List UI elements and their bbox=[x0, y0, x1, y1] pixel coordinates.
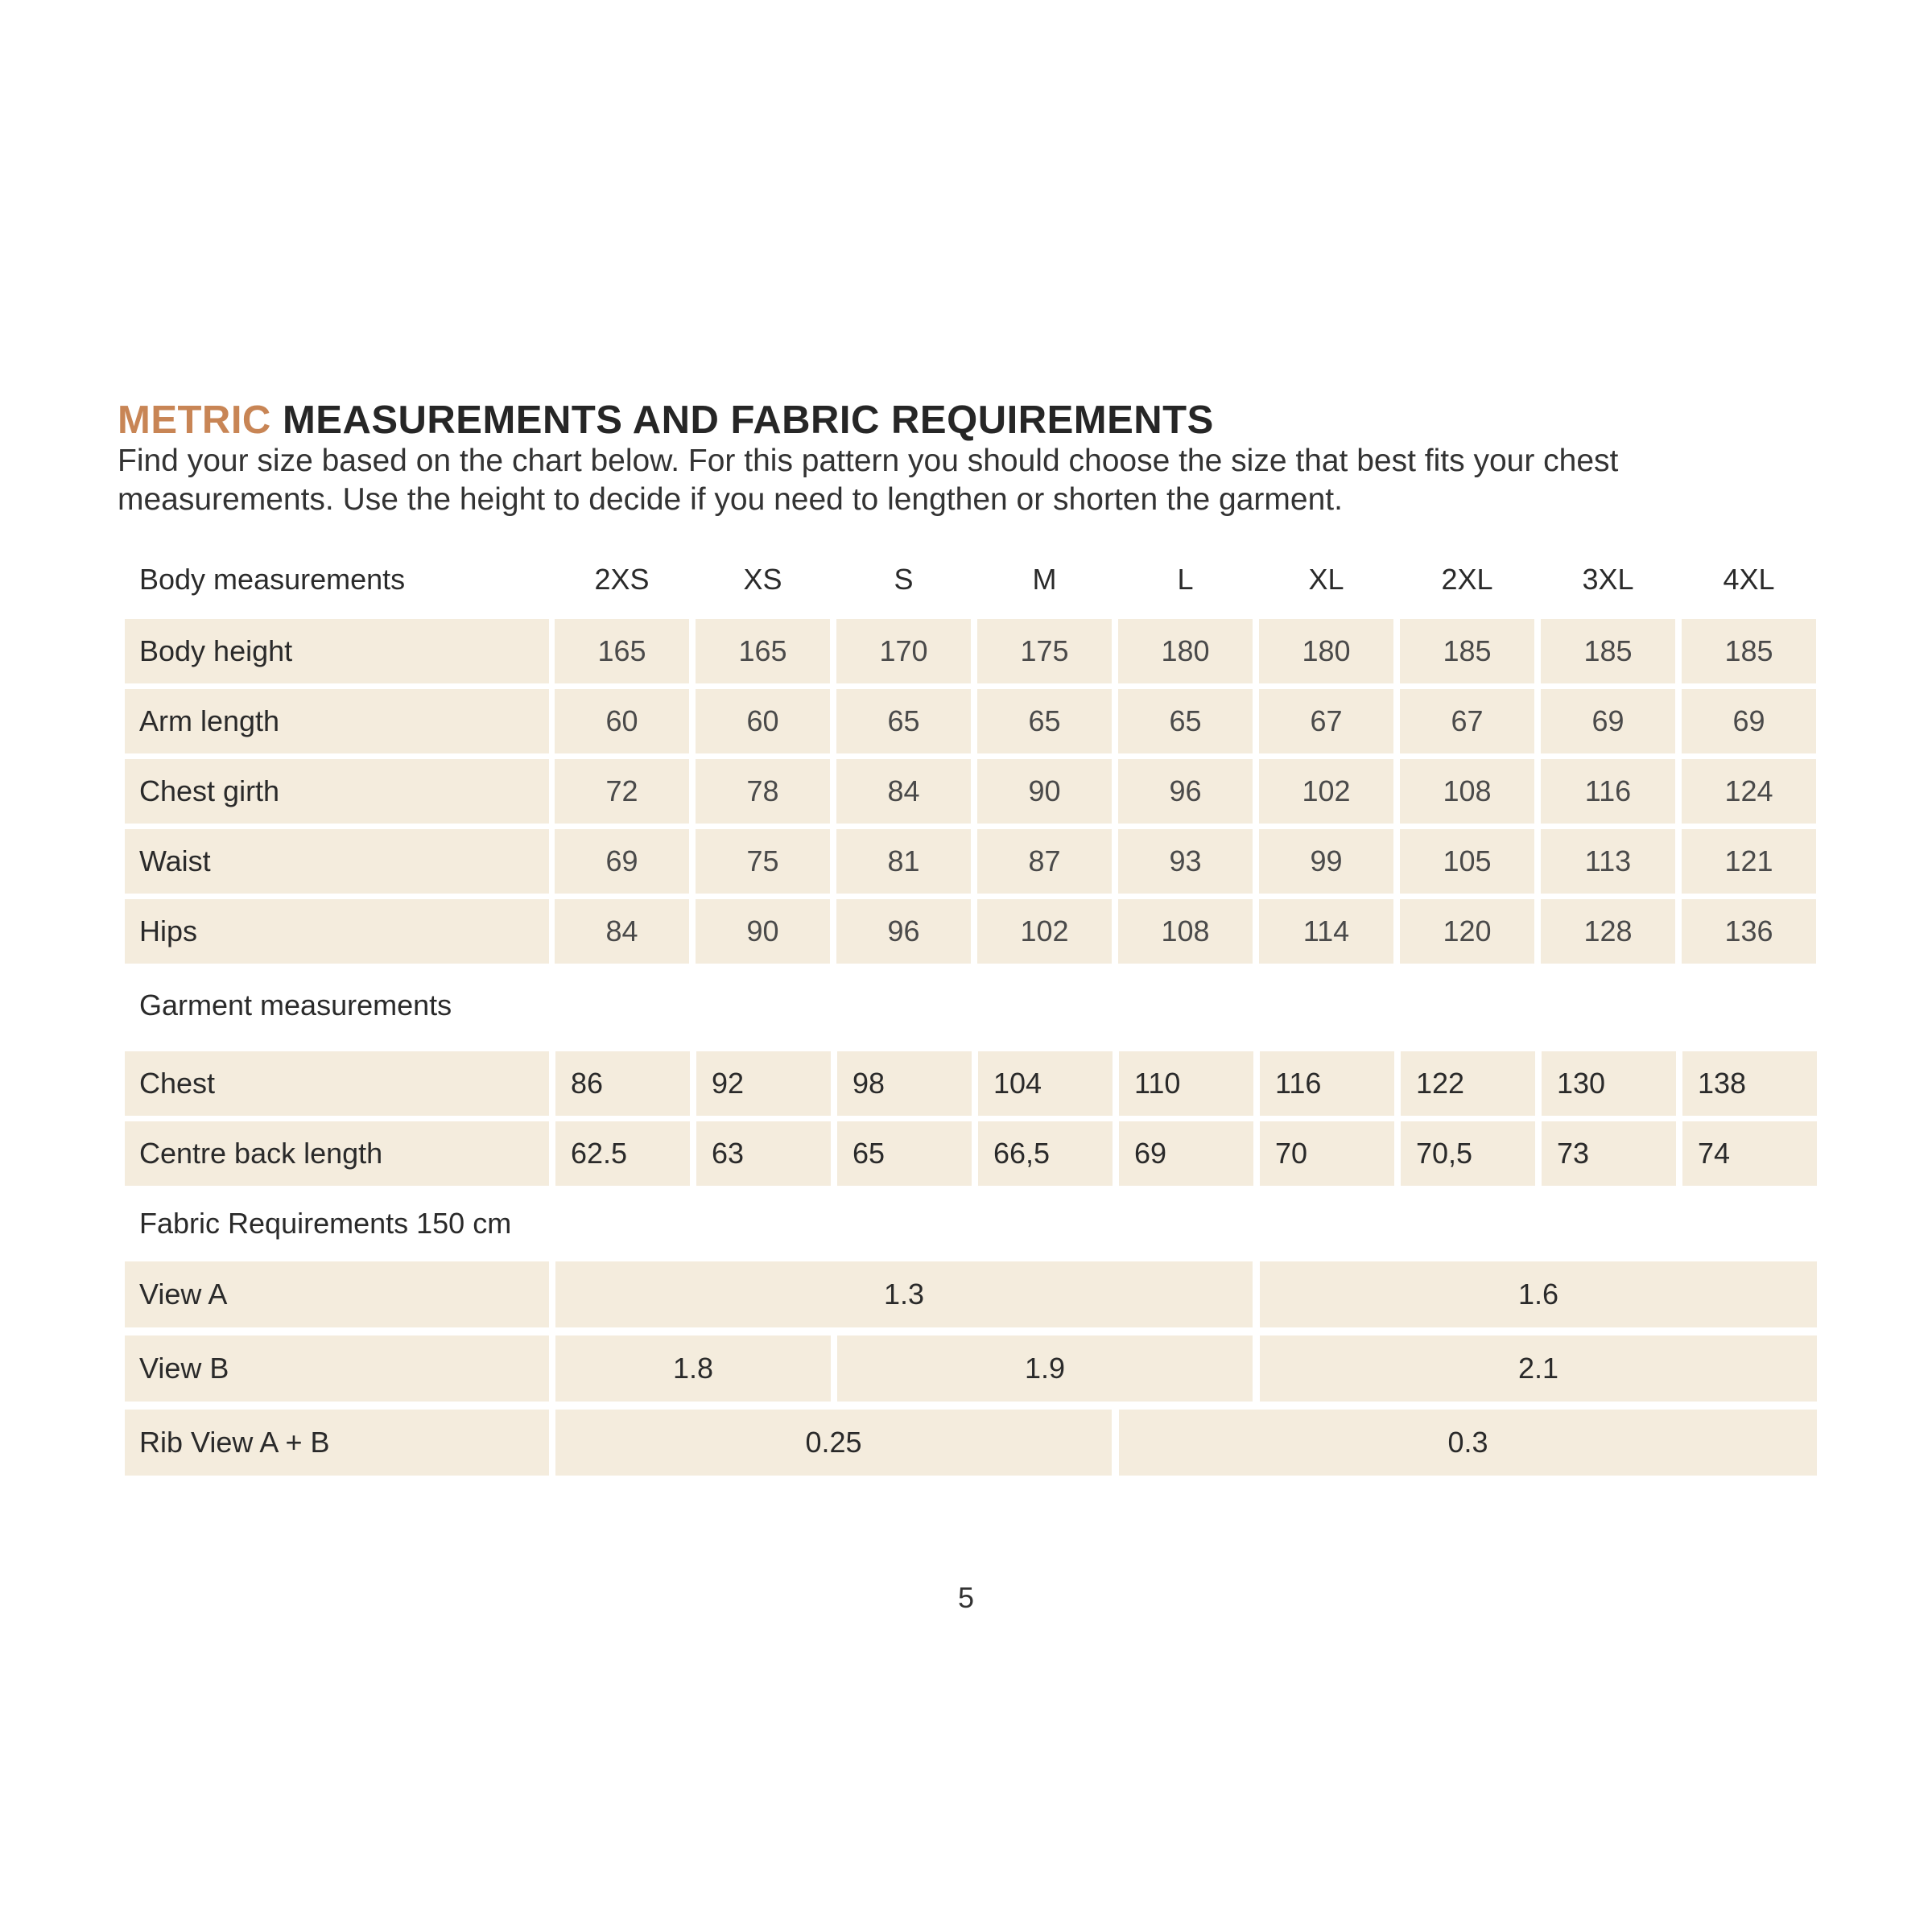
table-cell: 185 bbox=[1541, 619, 1675, 683]
table-cell: 93 bbox=[1118, 829, 1253, 894]
page-number: 5 bbox=[957, 1581, 975, 1614]
table-cell: 165 bbox=[555, 619, 689, 683]
table-cell: 65 bbox=[837, 1121, 972, 1186]
table-cell: 74 bbox=[1682, 1121, 1817, 1186]
table-cell: 121 bbox=[1682, 829, 1816, 894]
table-cell: 87 bbox=[977, 829, 1112, 894]
table-cell: 122 bbox=[1401, 1051, 1535, 1116]
section-label-garment-measurements: Garment measurements bbox=[139, 989, 452, 1022]
row-label-arm-length: Arm length bbox=[125, 689, 549, 753]
table-cell-merged: 0.25 bbox=[555, 1410, 1112, 1476]
table-cell: 70 bbox=[1260, 1121, 1394, 1186]
table-cell: 124 bbox=[1682, 759, 1816, 824]
size-header: S bbox=[894, 563, 914, 596]
table-cell: 92 bbox=[696, 1051, 831, 1116]
table-cell: 138 bbox=[1682, 1051, 1817, 1116]
table-cell-merged: 1.6 bbox=[1260, 1261, 1817, 1327]
title-accent: METRIC bbox=[118, 398, 271, 442]
table-cell-merged: 1.8 bbox=[555, 1335, 831, 1402]
table-cell: 136 bbox=[1682, 899, 1816, 964]
table-cell-merged: 1.3 bbox=[555, 1261, 1253, 1327]
table-cell: 90 bbox=[696, 899, 830, 964]
table-cell: 65 bbox=[977, 689, 1112, 753]
table-cell-merged: 0.3 bbox=[1119, 1410, 1817, 1476]
table-cell: 120 bbox=[1400, 899, 1534, 964]
table-cell: 113 bbox=[1541, 829, 1675, 894]
table-cell: 69 bbox=[1682, 689, 1816, 753]
table-cell: 180 bbox=[1118, 619, 1253, 683]
table-cell: 105 bbox=[1400, 829, 1534, 894]
table-cell-merged: 1.9 bbox=[837, 1335, 1253, 1402]
table-cell: 99 bbox=[1259, 829, 1393, 894]
table-cell: 75 bbox=[696, 829, 830, 894]
table-cell: 72 bbox=[555, 759, 689, 824]
table-cell: 62.5 bbox=[555, 1121, 690, 1186]
size-header: L bbox=[1177, 563, 1194, 596]
size-header: 3XL bbox=[1582, 563, 1634, 596]
row-label-chest-girth: Chest girth bbox=[125, 759, 549, 824]
page-title bbox=[118, 396, 1214, 444]
table-cell-merged: 2.1 bbox=[1260, 1335, 1817, 1402]
table-cell: 78 bbox=[696, 759, 830, 824]
row-label-hips: Hips bbox=[125, 899, 549, 964]
row-label-body-height: Body height bbox=[125, 619, 549, 683]
table-cell: 84 bbox=[836, 759, 971, 824]
table-cell: 60 bbox=[696, 689, 830, 753]
table-cell: 65 bbox=[1118, 689, 1253, 753]
row-label-chest: Chest bbox=[125, 1051, 549, 1116]
table-cell: 98 bbox=[837, 1051, 972, 1116]
table-cell: 185 bbox=[1400, 619, 1534, 683]
size-header: XL bbox=[1308, 563, 1344, 596]
table-cell: 60 bbox=[555, 689, 689, 753]
intro-line-2: measurements. Use the height to decide if you need to lengthen or shorten the garment. bbox=[118, 482, 1343, 517]
size-header: 4XL bbox=[1723, 563, 1775, 596]
size-header: XS bbox=[743, 563, 782, 596]
table-cell: 84 bbox=[555, 899, 689, 964]
table-cell: 108 bbox=[1400, 759, 1534, 824]
table-cell: 70,5 bbox=[1401, 1121, 1535, 1186]
table-cell: 69 bbox=[1119, 1121, 1253, 1186]
table-cell: 128 bbox=[1541, 899, 1675, 964]
table-cell: 63 bbox=[696, 1121, 831, 1186]
table-cell: 102 bbox=[977, 899, 1112, 964]
table-cell: 108 bbox=[1118, 899, 1253, 964]
table-cell: 116 bbox=[1260, 1051, 1394, 1116]
table-cell: 65 bbox=[836, 689, 971, 753]
section-label-body-measurements: Body measurements bbox=[139, 563, 406, 596]
table-cell: 86 bbox=[555, 1051, 690, 1116]
row-label-waist: Waist bbox=[125, 829, 549, 894]
table-cell: 165 bbox=[696, 619, 830, 683]
table-cell: 81 bbox=[836, 829, 971, 894]
table-cell: 104 bbox=[978, 1051, 1113, 1116]
table-cell: 66,5 bbox=[978, 1121, 1113, 1186]
size-header: M bbox=[1032, 563, 1057, 596]
table-cell: 116 bbox=[1541, 759, 1675, 824]
table-cell: 110 bbox=[1119, 1051, 1253, 1116]
row-label-view-a: View A bbox=[125, 1261, 549, 1327]
table-cell: 73 bbox=[1542, 1121, 1676, 1186]
row-label-centre-back-length: Centre back length bbox=[125, 1121, 549, 1186]
title-rest: MEASUREMENTS AND FABRIC REQUIREMENTS bbox=[270, 398, 1214, 442]
size-header: 2XS bbox=[594, 563, 650, 596]
table-cell: 185 bbox=[1682, 619, 1816, 683]
row-label-view-b: View B bbox=[125, 1335, 549, 1402]
table-cell: 67 bbox=[1259, 689, 1393, 753]
table-cell: 175 bbox=[977, 619, 1112, 683]
intro-text bbox=[118, 442, 1848, 519]
section-label-fabric-requirements: Fabric Requirements 150 cm bbox=[139, 1207, 512, 1240]
table-cell: 170 bbox=[836, 619, 971, 683]
table-cell: 96 bbox=[836, 899, 971, 964]
table-cell: 67 bbox=[1400, 689, 1534, 753]
table-cell: 90 bbox=[977, 759, 1112, 824]
table-cell: 180 bbox=[1259, 619, 1393, 683]
table-cell: 130 bbox=[1542, 1051, 1676, 1116]
row-label-rib-view-a-b: Rib View A + B bbox=[125, 1410, 549, 1476]
table-cell: 102 bbox=[1259, 759, 1393, 824]
table-cell: 114 bbox=[1259, 899, 1393, 964]
table-cell: 69 bbox=[555, 829, 689, 894]
size-header: 2XL bbox=[1441, 563, 1493, 596]
table-cell: 96 bbox=[1118, 759, 1253, 824]
table-cell: 69 bbox=[1541, 689, 1675, 753]
intro-line-1: Find your size based on the chart below. For this pattern you should choose the size that best fits your chest bbox=[118, 444, 1619, 478]
